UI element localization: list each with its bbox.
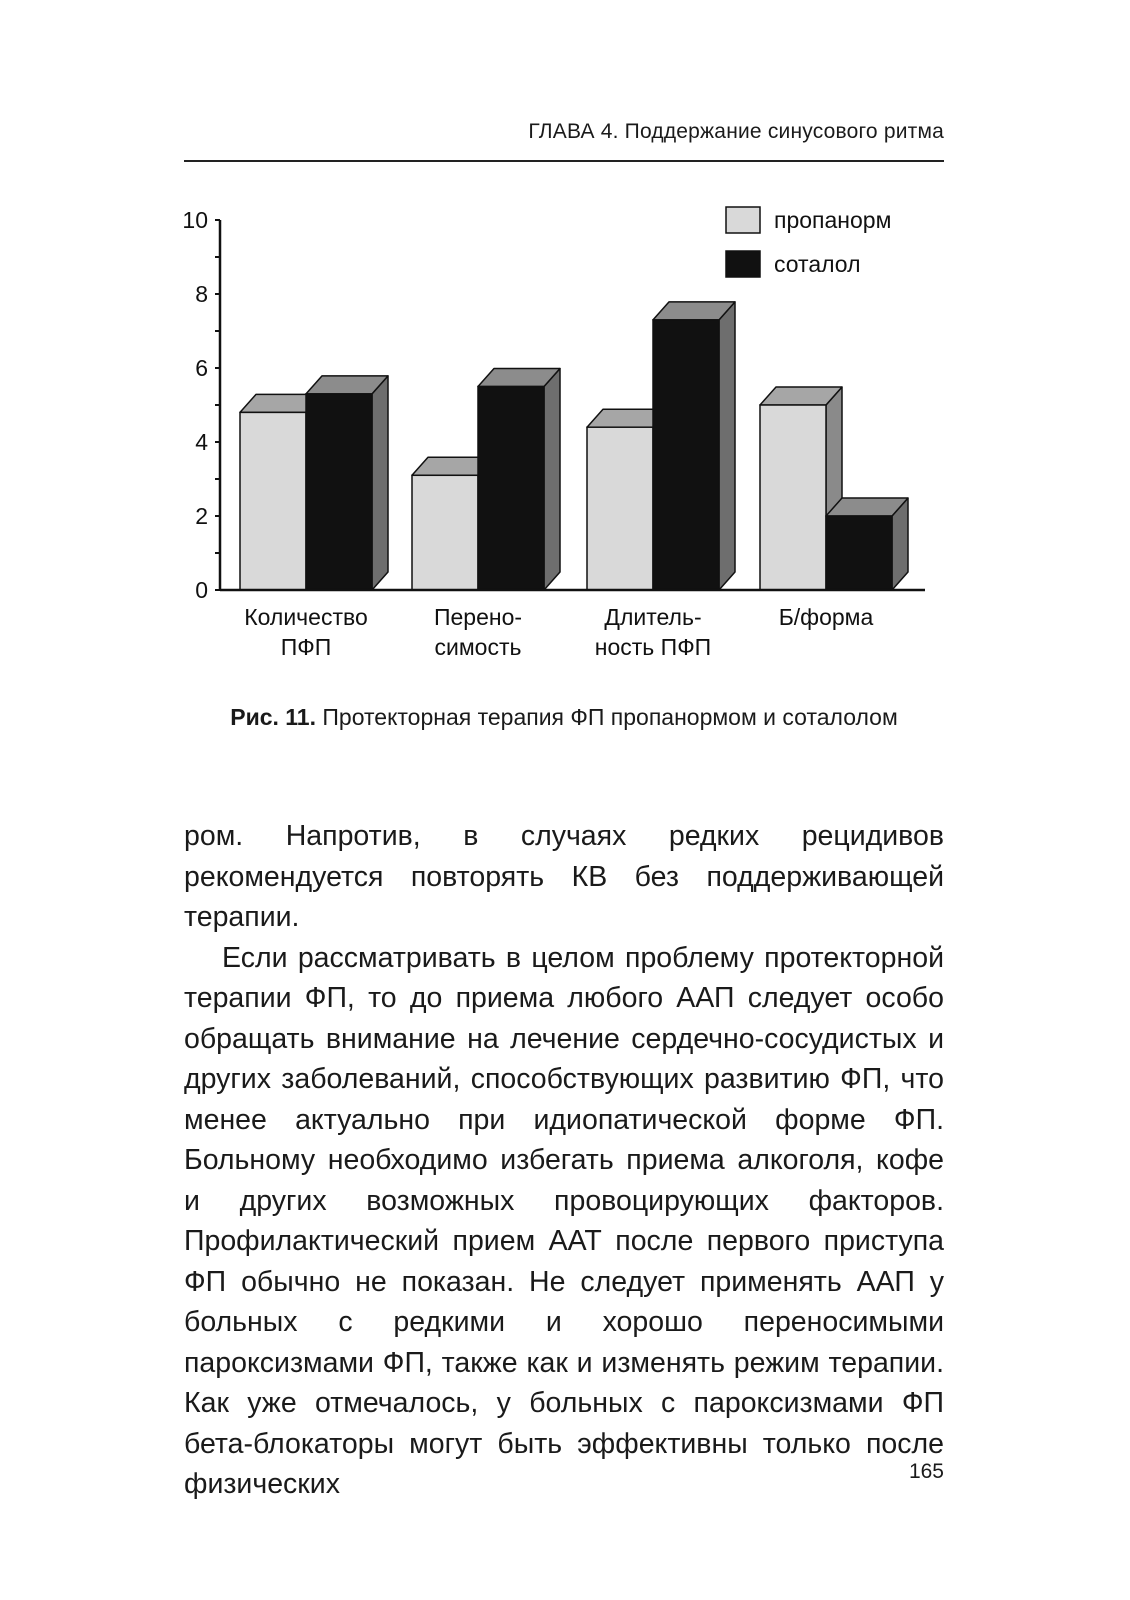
legend-swatch bbox=[726, 251, 760, 277]
paragraph-1: ром. Напротив, в случаях редких рецидивов рекомендуется повторять КВ без поддерживающей терапии. bbox=[184, 820, 944, 933]
figure-caption-text: Протекторная терапия ФП пропанормом и соталолом bbox=[322, 704, 898, 730]
running-head: ГЛАВА 4. Поддержание синусового ритма bbox=[528, 120, 944, 143]
bar bbox=[587, 427, 653, 590]
page-number: 165 bbox=[908, 1460, 944, 1483]
bar bbox=[240, 412, 306, 590]
y-tick-label: 10 bbox=[182, 207, 208, 233]
bar bbox=[306, 394, 372, 590]
bar-side bbox=[372, 376, 388, 590]
x-tick-label: Б/форма bbox=[778, 604, 874, 630]
paragraph-2: Если рассматривать в целом проблему протекторной терапии ФП, то до приема любого ААП следует особо обращать внимание на лечение сердечно-сосудистых и других заболеваний, способствующих развитию ФП, что менее актуально при идиопатической форме ФП. Больному необходимо избегать приема алкоголя, кофе и других возможных провоцирующих факторов. Профилактический прием ААТ после первого приступа ФП обычно не показан. Не следует применять ААП у больных с редкими и хорошо переносимыми пароксизмами ФП, также как и изменять режим терапии. Как уже отмечалось, у больных с пароксизмами ФП бета-блокаторы могут быть эффективны только после физических bbox=[184, 941, 944, 1500]
y-tick-label: 8 bbox=[195, 281, 208, 307]
legend-swatch bbox=[726, 207, 760, 233]
x-tick-label: Длитель-ность ПФП bbox=[594, 604, 712, 660]
bar bbox=[653, 320, 719, 590]
legend-label: пропанорм bbox=[774, 207, 892, 233]
x-tick-label: Перено-симость bbox=[433, 604, 523, 660]
y-tick-label: 4 bbox=[195, 429, 208, 455]
legend-label: соталол bbox=[774, 251, 861, 277]
bar bbox=[760, 405, 826, 590]
y-tick-label: 0 bbox=[195, 577, 208, 603]
figure-caption bbox=[184, 702, 944, 733]
bar-side bbox=[544, 369, 560, 591]
header-divider bbox=[184, 160, 944, 162]
bar bbox=[826, 516, 892, 590]
bar bbox=[412, 475, 478, 590]
y-tick-label: 2 bbox=[195, 503, 208, 529]
bar-chart bbox=[170, 195, 950, 685]
bar-side bbox=[719, 302, 735, 590]
body-text bbox=[184, 816, 944, 1505]
x-tick-label: Количество ПФП bbox=[244, 604, 368, 660]
figure-label: Рис. 11. bbox=[230, 704, 316, 730]
y-tick-label: 6 bbox=[195, 355, 208, 381]
chart-svg bbox=[170, 195, 950, 685]
bar bbox=[478, 387, 544, 591]
